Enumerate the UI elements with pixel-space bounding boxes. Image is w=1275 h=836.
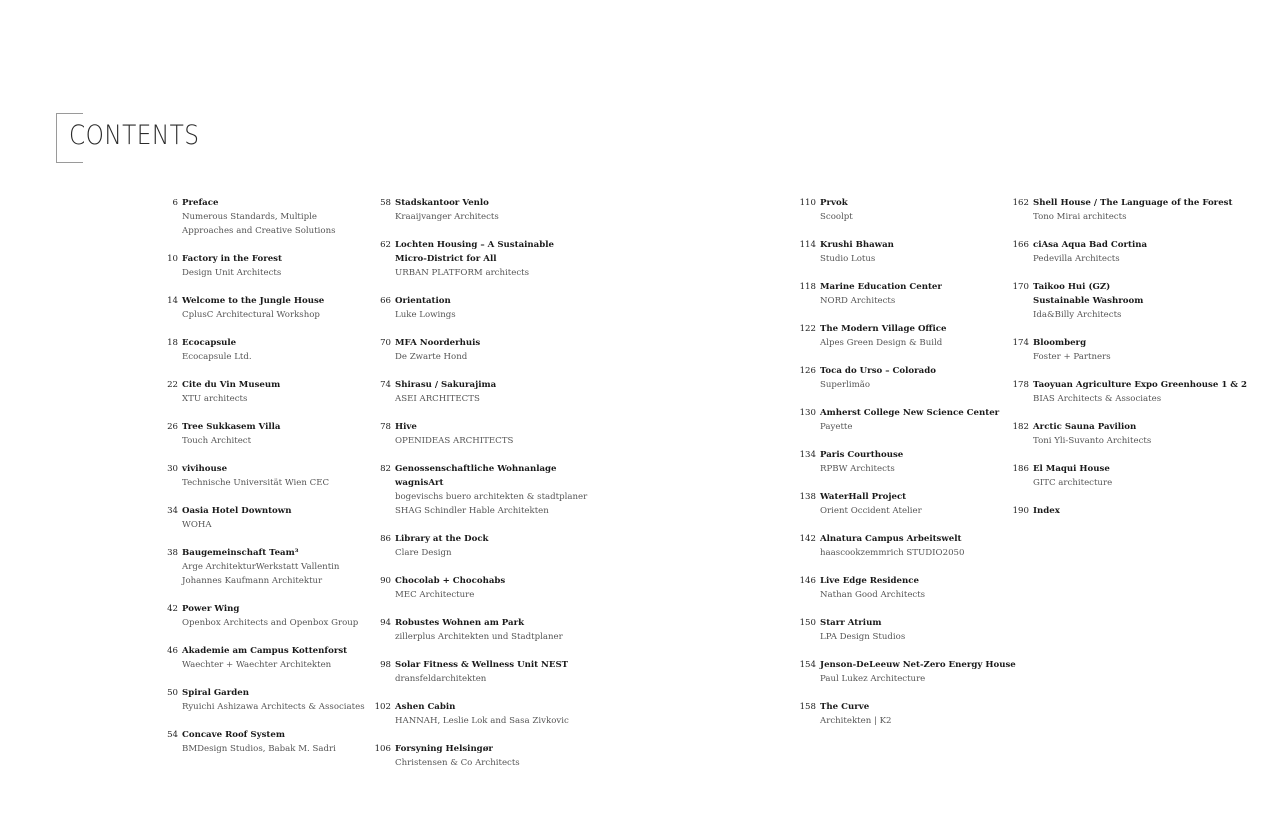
toc-entry-author: Nathan Good Architects [820, 590, 926, 600]
toc-page-number: 86 [380, 534, 391, 544]
toc-column-4 [999, 196, 1247, 532]
toc-entry-body [820, 700, 891, 728]
toc-entry[interactable] [148, 546, 365, 588]
toc-entry-body [820, 574, 925, 602]
toc-page-number: 114 [799, 240, 816, 250]
toc-entry[interactable] [148, 294, 365, 322]
toc-entry-body [182, 728, 336, 756]
toc-entry[interactable] [361, 238, 587, 280]
toc-entry[interactable] [361, 196, 587, 224]
toc-entry-author: OPENIDEAS ARCHITECTS [395, 436, 514, 446]
toc-page-number: 158 [799, 702, 816, 712]
toc-entry[interactable] [361, 462, 587, 518]
toc-entry-body [820, 196, 853, 224]
toc-entry-title: Preface [182, 198, 219, 208]
toc-page-number: 26 [167, 422, 178, 432]
toc-entry-title: Power Wing [182, 604, 240, 614]
toc-page-number: 30 [167, 464, 178, 474]
toc-entry-author: Foster + Partners [1033, 352, 1111, 362]
toc-entry-author: XTU architects [182, 394, 248, 404]
toc-entry[interactable] [148, 196, 365, 238]
toc-entry[interactable] [786, 490, 1016, 518]
toc-entry-body [395, 420, 513, 448]
toc-entry[interactable] [999, 378, 1247, 406]
toc-entry-body [395, 574, 505, 602]
toc-entry[interactable] [148, 686, 365, 714]
toc-entry-title: Solar Fitness & Wellness Unit NEST [395, 660, 569, 670]
toc-page-number: 122 [799, 324, 816, 334]
toc-entry-author: Superlimão [820, 380, 871, 390]
toc-column-1 [148, 196, 365, 770]
toc-page-number: 150 [799, 618, 816, 628]
toc-entry-body [395, 336, 480, 364]
toc-entry-body [1033, 280, 1143, 322]
toc-entry-title: The Modern Village Office [820, 324, 947, 334]
toc-entry-author: Waechter + Waechter Architekten [182, 660, 332, 670]
toc-page-number: 74 [380, 380, 391, 390]
toc-page-number: 50 [167, 688, 178, 698]
toc-entry-author: Ryuichi Ashizawa Architects & Associates [182, 702, 365, 712]
toc-entry[interactable] [361, 336, 587, 364]
toc-page-number: 98 [380, 660, 391, 670]
toc-entry-body [182, 420, 280, 448]
toc-entry-title: El Maqui House [1033, 464, 1110, 474]
toc-entry-body [1033, 196, 1233, 224]
toc-entry-author: BMDesign Studios, Babak M. Sadri [182, 744, 336, 754]
toc-entry-body [395, 378, 496, 406]
toc-entry[interactable] [148, 462, 365, 490]
toc-entry-title: Library at the Dock [395, 534, 489, 544]
toc-entry-title: Taikoo Hui (GZ) [1033, 282, 1111, 292]
toc-entry[interactable] [361, 700, 587, 728]
toc-entry-author: haascookzemmrich STUDIO2050 [820, 548, 965, 558]
toc-entry-body [182, 196, 336, 238]
toc-entry-title: Chocolab + Chocohabs [395, 576, 506, 586]
toc-entry-body [182, 546, 339, 588]
toc-entry[interactable] [786, 616, 1016, 644]
toc-entry-author: Johannes Kaufmann Architektur [182, 576, 323, 586]
toc-page-number: 126 [799, 366, 816, 376]
toc-entry-body [820, 448, 903, 476]
toc-page-number: 174 [1012, 338, 1029, 348]
toc-entry[interactable] [786, 364, 1016, 392]
toc-entry-body [395, 742, 520, 770]
toc-page-number: 82 [380, 464, 391, 474]
toc-entry-author: Ecocapsule Ltd. [182, 352, 252, 362]
toc-entry-body [820, 616, 905, 644]
toc-entry-body [1033, 238, 1147, 266]
toc-entry-author: Clare Design [395, 548, 452, 558]
toc-page-number: 146 [799, 576, 816, 586]
toc-entry-title: Robustes Wohnen am Park [395, 618, 525, 628]
toc-entry-title: vivihouse [182, 464, 228, 474]
toc-entry-body [395, 196, 499, 224]
toc-entry[interactable] [361, 294, 587, 322]
toc-entry-body [1033, 504, 1060, 518]
toc-entry-author: Kraaijvanger Architects [395, 212, 499, 222]
toc-entry-body [182, 294, 324, 322]
toc-entry-author: Architekten | K2 [820, 716, 892, 726]
toc-entry[interactable] [148, 602, 365, 630]
toc-entry-body [820, 406, 999, 434]
toc-entry-title: Micro-District for All [395, 254, 497, 264]
toc-entry-body [182, 378, 280, 406]
toc-entry-title: Stadskantoor Venlo [395, 198, 489, 208]
toc-entry[interactable] [999, 280, 1247, 322]
toc-entry[interactable] [148, 336, 365, 364]
toc-page-number: 138 [799, 492, 816, 502]
toc-entry-body [395, 700, 569, 728]
toc-page-number: 162 [1012, 198, 1029, 208]
toc-entry[interactable] [786, 448, 1016, 476]
toc-entry-body [1033, 378, 1247, 406]
toc-entry-author: Orient Occident Atelier [820, 506, 922, 516]
toc-page-number: 10 [167, 254, 178, 264]
toc-entry-body [182, 462, 329, 490]
toc-entry[interactable] [999, 420, 1247, 448]
toc-page-number: 38 [167, 548, 178, 558]
toc-entry-body [1033, 336, 1111, 364]
toc-page-number: 102 [374, 702, 391, 712]
toc-entry-author: Design Unit Architects [182, 268, 282, 278]
toc-entry-title: Factory in the Forest [182, 254, 282, 264]
toc-entry-author: Luke Lowings [395, 310, 456, 320]
toc-page-number: 154 [799, 660, 816, 670]
toc-entry-title: Shirasu / Sakurajima [395, 380, 497, 390]
toc-entry-title: Akademie am Campus Kottenforst [182, 646, 348, 656]
toc-entry-title: Concave Roof System [182, 730, 285, 740]
toc-entry-body [820, 364, 936, 392]
toc-entry-author: Tono Mirai architects [1033, 212, 1127, 222]
toc-entry-title: Sustainable Washroom [1033, 296, 1144, 306]
toc-entry-body [182, 644, 347, 672]
toc-entry-author: Paul Lukez Architecture [820, 674, 926, 684]
toc-entry-title: Alnatura Campus Arbeitswelt [820, 534, 962, 544]
toc-entry-author: Arge ArchitekturWerkstatt Vallentin [182, 562, 340, 572]
toc-page-number: 182 [1012, 422, 1029, 432]
toc-entry-body [182, 336, 252, 364]
toc-column-3 [786, 196, 1016, 742]
toc-page-number: 166 [1012, 240, 1029, 250]
toc-entry-title: The Curve [820, 702, 870, 712]
toc-entry[interactable] [361, 420, 587, 448]
toc-entry-title: Cite du Vin Museum [182, 380, 281, 390]
toc-entry-title: Spiral Garden [182, 688, 249, 698]
toc-page-number: 78 [380, 422, 391, 432]
toc-entry-body [395, 294, 456, 322]
toc-entry-author: Ida&Billy Architects [1033, 310, 1122, 320]
toc-entry-author: Openbox Architects and Openbox Group [182, 618, 359, 628]
toc-entry-author: Numerous Standards, Multiple [182, 212, 317, 222]
toc-entry[interactable] [786, 574, 1016, 602]
toc-entry-author: bogevischs buero architekten & stadtplaner [395, 492, 588, 502]
toc-entry-author: Alpes Green Design & Build [820, 338, 943, 348]
toc-entry-author: Approaches and Creative Solutions [182, 226, 336, 236]
toc-entry[interactable] [148, 420, 365, 448]
toc-entry-body [182, 252, 282, 280]
toc-entry[interactable] [148, 504, 365, 532]
toc-entry-author: URBAN PLATFORM architects [395, 268, 529, 278]
toc-entry-title: Arctic Sauna Pavilion [1033, 422, 1137, 432]
toc-entry-title: Tree Sukkasem Villa [182, 422, 281, 432]
toc-entry-title: Index [1033, 506, 1060, 516]
toc-entry-body [1033, 420, 1151, 448]
toc-entry-title: Bloomberg [1033, 338, 1087, 348]
toc-entry-title: Taoyuan Agriculture Expo Greenhouse 1 & 2 [1033, 380, 1248, 390]
toc-entry[interactable] [361, 378, 587, 406]
toc-page-number: 58 [380, 198, 391, 208]
toc-entry[interactable] [361, 532, 587, 560]
toc-entry-author: Scoolpt [820, 212, 853, 222]
toc-entry-body [1033, 462, 1112, 490]
toc-entry-title: Paris Courthouse [820, 450, 904, 460]
toc-entry-title: Welcome to the Jungle House [182, 296, 325, 306]
toc-entry[interactable] [786, 196, 1016, 224]
toc-entry-title: WaterHall Project [820, 492, 907, 502]
toc-entry-title: Toca do Urso – Colorado [820, 366, 936, 376]
toc-entry-title: ciAsa Aqua Bad Cortina [1033, 240, 1148, 250]
toc-entry-title: Amherst College New Science Center [820, 408, 1000, 418]
toc-entry-title: Prvok [820, 198, 848, 208]
toc-page-number: 54 [167, 730, 178, 740]
toc-entry-title: Forsyning Helsingør [395, 744, 493, 754]
toc-page-number: 70 [380, 338, 391, 348]
toc-entry-author: NORD Architects [820, 296, 896, 306]
toc-entry-author: WOHA [182, 520, 212, 530]
toc-entry-body [395, 462, 587, 518]
toc-page-number: 66 [380, 296, 391, 306]
toc-entry-body [395, 532, 489, 560]
toc-entry-body [395, 658, 568, 686]
toc-entry-body [395, 616, 563, 644]
toc-entry-author: Toni Yli-Suvanto Architects [1033, 436, 1152, 446]
toc-entry-title: Oasia Hotel Downtown [182, 506, 292, 516]
toc-entry-title: Jenson-DeLeeuw Net-Zero Energy House [820, 660, 1016, 670]
toc-page-number: 6 [172, 198, 178, 208]
toc-entry[interactable] [786, 658, 1016, 686]
toc-entry[interactable] [786, 532, 1016, 560]
toc-page-number: 118 [799, 282, 816, 292]
toc-entry-author: MEC Architecture [395, 590, 475, 600]
toc-entry-body [182, 686, 365, 714]
toc-entry-body [820, 532, 964, 560]
toc-entry-author: zillerplus Architekten und Stadtplaner [395, 632, 563, 642]
toc-page-number: 94 [380, 618, 391, 628]
toc-entry-title: Hive [395, 422, 417, 432]
toc-entry-author: Technische Universität Wien CEC [182, 478, 330, 488]
toc-entry-author: Payette [820, 422, 853, 432]
toc-entry-author: Studio Lotus [820, 254, 876, 264]
toc-page-number: 134 [799, 450, 816, 460]
toc-entry[interactable] [999, 504, 1247, 518]
toc-entry-title: Shell House / The Language of the Forest [1033, 198, 1233, 208]
toc-entry[interactable] [786, 700, 1016, 728]
toc-entry-body [820, 658, 1016, 686]
toc-entry-author: De Zwarte Hond [395, 352, 468, 362]
toc-entry-title: Genossenschaftliche Wohnanlage [395, 464, 557, 474]
toc-entry-author: SHAG Schindler Hable Architekten [395, 506, 549, 516]
toc-entry[interactable] [148, 378, 365, 406]
toc-entry-body [820, 280, 942, 308]
toc-entry-author: LPA Design Studios [820, 632, 906, 642]
toc-entry-body [820, 490, 922, 518]
toc-entry-author: Pedevilla Architects [1033, 254, 1120, 264]
toc-page-number: 170 [1012, 282, 1029, 292]
toc-entry-title: Live Edge Residence [820, 576, 919, 586]
toc-entry-author: HANNAH, Leslie Lok and Sasa Zivkovic [395, 716, 569, 726]
toc-entry[interactable] [361, 742, 587, 770]
toc-entry-title: Lochten Housing – A Sustainable [395, 240, 554, 250]
toc-page-number: 62 [380, 240, 391, 250]
toc-entry-title: MFA Noorderhuis [395, 338, 481, 348]
toc-page-number: 130 [799, 408, 816, 418]
toc-entry-author: BIAS Architects & Associates [1033, 394, 1162, 404]
toc-entry[interactable] [361, 574, 587, 602]
toc-entry[interactable] [786, 322, 1016, 350]
toc-entry-title: wagnisArt [395, 478, 444, 488]
toc-page-number: 46 [167, 646, 178, 656]
toc-page-number: 178 [1012, 380, 1029, 390]
toc-entry[interactable] [786, 280, 1016, 308]
toc-entry-author: CplusC Architectural Workshop [182, 310, 320, 320]
toc-entry-body [182, 602, 358, 630]
toc-page-number: 34 [167, 506, 178, 516]
toc-entry-author: GITC architecture [1033, 478, 1113, 488]
toc-entry-author: dransfeldarchitekten [395, 674, 487, 684]
toc-entry[interactable] [148, 644, 365, 672]
toc-page-number: 42 [167, 604, 178, 614]
toc-page-number: 18 [167, 338, 178, 348]
toc-entry-body [820, 322, 946, 350]
toc-page-number: 186 [1012, 464, 1029, 474]
toc-page-number: 190 [1012, 506, 1029, 516]
toc-entry-title: Ashen Cabin [395, 702, 456, 712]
toc-page-number: 14 [167, 296, 178, 306]
toc-entry-title: Krushi Bhawan [820, 240, 894, 250]
toc-entry-body [820, 238, 894, 266]
toc-entry[interactable] [999, 336, 1247, 364]
toc-entry[interactable] [361, 658, 587, 686]
toc-entry-title: Orientation [395, 296, 451, 306]
toc-page-number: 22 [167, 380, 178, 390]
toc-entry[interactable] [786, 238, 1016, 266]
toc-entry-title: Starr Atrium [820, 618, 882, 628]
toc-page-number: 106 [374, 744, 391, 754]
toc-entry[interactable] [786, 406, 1016, 434]
toc-entry[interactable] [148, 728, 365, 756]
toc-entry-title: Marine Education Center [820, 282, 942, 292]
page-title: CONTENTS [69, 120, 200, 151]
toc-page-number: 142 [799, 534, 816, 544]
toc-page-number: 110 [799, 198, 816, 208]
toc-entry-author: RPBW Architects [820, 464, 895, 474]
toc-entry-title: Ecocapsule [182, 338, 237, 348]
toc-entry[interactable] [999, 462, 1247, 490]
toc-entry-body [182, 504, 291, 532]
toc-entry-author: Touch Architect [182, 436, 252, 446]
toc-entry[interactable] [999, 196, 1247, 224]
toc-entry[interactable] [999, 238, 1247, 266]
toc-page-number: 90 [380, 576, 391, 586]
toc-entry-title: Baugemeinschaft Team³ [182, 548, 299, 558]
toc-entry[interactable] [148, 252, 365, 280]
toc-column-2 [361, 196, 587, 784]
toc-entry-author: ASEI ARCHITECTS [395, 394, 480, 404]
toc-entry-author: Christensen & Co Architects [395, 758, 520, 768]
toc-entry[interactable] [361, 616, 587, 644]
toc-entry-body [395, 238, 554, 280]
